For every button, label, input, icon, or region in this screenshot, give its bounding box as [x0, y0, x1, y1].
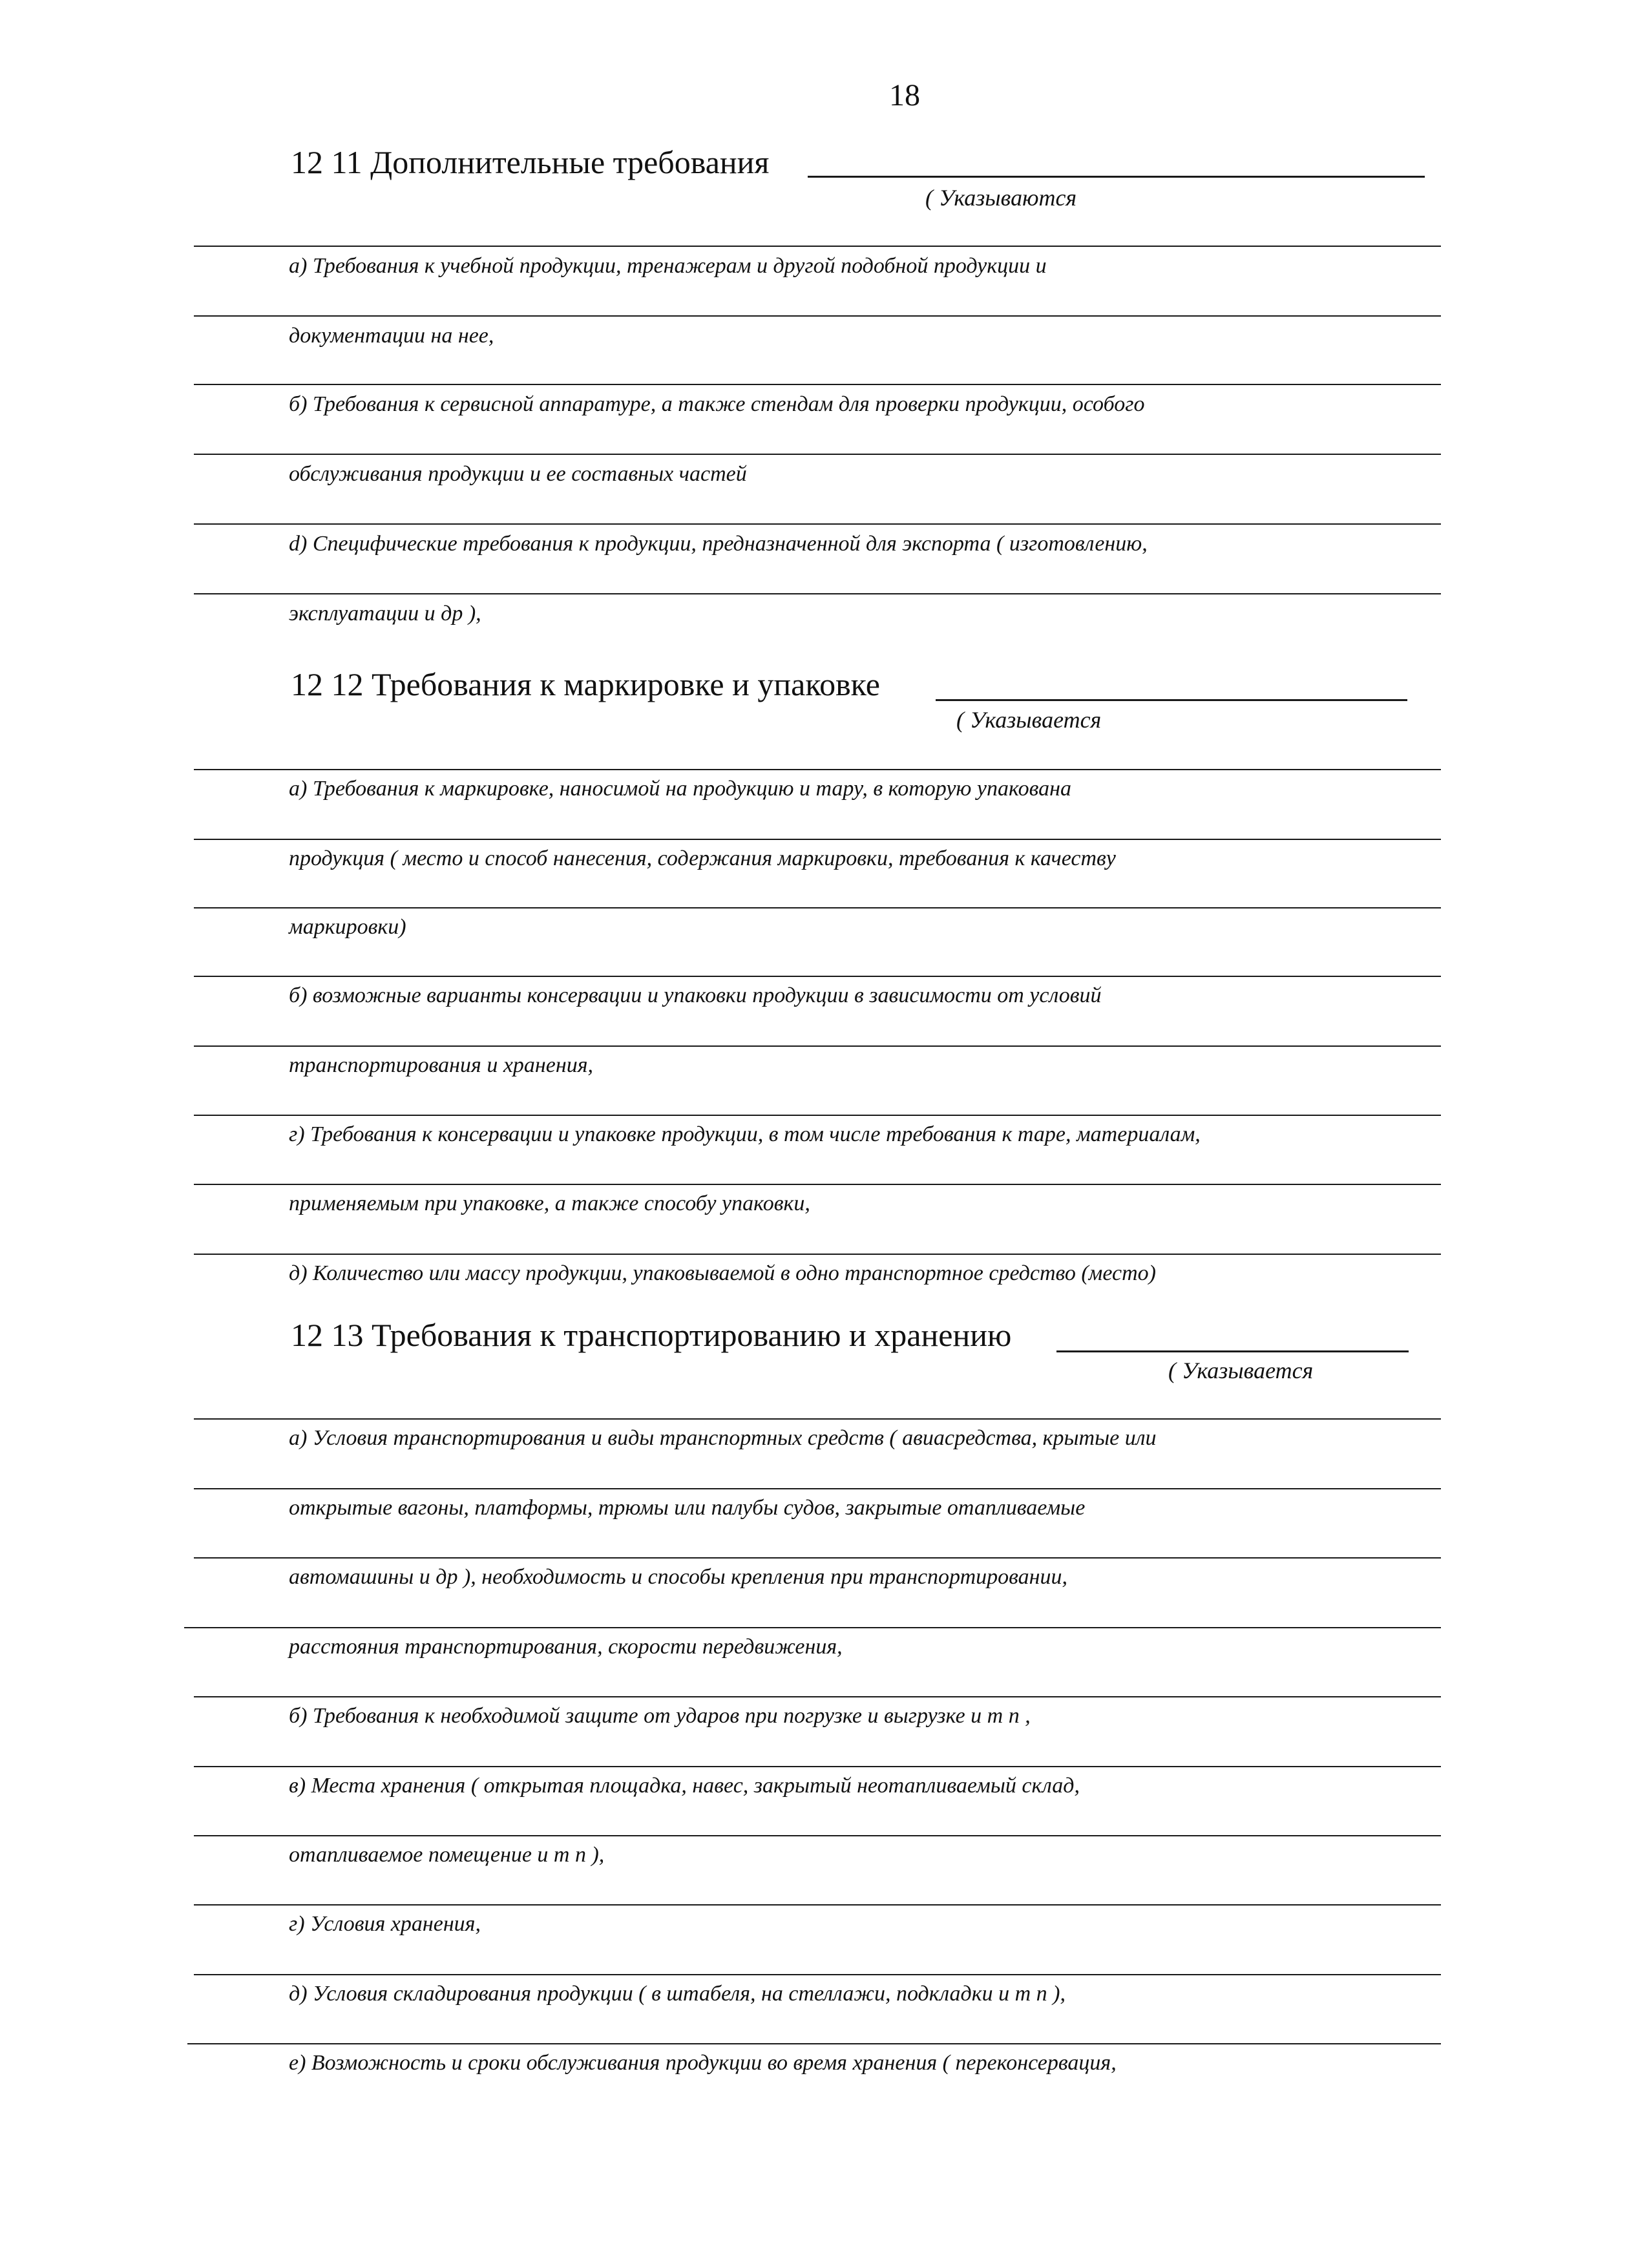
line-text: а) Условия транспортирования и виды транспортных средств ( авиасредства, крытые или — [289, 1426, 1157, 1450]
rule — [194, 1835, 1441, 1836]
line-text: е) Возможность и сроки обслуживания продукции во время хранения ( переконсервация, — [289, 2051, 1117, 2075]
section-hint: ( Указывается — [1168, 1358, 1314, 1383]
rule — [194, 1115, 1441, 1116]
section-heading: 12 12 Требования к маркировке и упаковке — [291, 666, 880, 702]
line-text: продукция ( место и способ нанесения, содержания маркировки, требования к качеству — [289, 846, 1116, 870]
rule — [194, 1488, 1441, 1489]
heading-fill-line — [1056, 1350, 1409, 1352]
rule — [194, 1418, 1441, 1420]
line-text: применяемым при упаковке, а также способу упаковки, — [289, 1192, 810, 1215]
rule — [187, 2043, 1441, 2044]
rule — [194, 769, 1441, 770]
section-hint: ( Указывается — [956, 707, 1102, 733]
line-text: документации на нее, — [289, 324, 494, 348]
line-text: обслуживания продукции и ее составных частей — [289, 462, 747, 486]
rule — [194, 1696, 1441, 1697]
rule — [194, 1904, 1441, 1906]
page-number: 18 — [889, 78, 920, 112]
line-text: б) Требования к сервисной аппаратуре, а также стендам для проверки продукции, особого — [289, 392, 1145, 416]
heading-fill-line — [808, 176, 1425, 178]
rule — [194, 1974, 1441, 1975]
line-text: маркировки) — [289, 915, 406, 939]
rule — [194, 907, 1441, 908]
rule — [194, 1766, 1441, 1767]
section-heading: 12 13 Требования к транспортированию и хранению — [291, 1317, 1012, 1353]
rule — [194, 1184, 1441, 1185]
line-text: б) Требования к необходимой защите от ударов при погрузке и выгрузке и т п , — [289, 1704, 1031, 1728]
line-text: а) Требования к маркировке, наносимой на продукцию и тару, в которую упакована — [289, 777, 1072, 801]
rule — [194, 523, 1441, 525]
rule — [194, 384, 1441, 385]
rule — [194, 315, 1441, 317]
line-text: в) Места хранения ( открытая площадка, навес, закрытый неотапливаемый склад, — [289, 1774, 1080, 1798]
line-text: транспортирования и хранения, — [289, 1053, 594, 1077]
rule — [194, 246, 1441, 247]
heading-fill-line — [936, 699, 1407, 701]
section-hint: ( Указываются — [925, 185, 1077, 211]
rule — [194, 976, 1441, 977]
line-text: открытые вагоны, платформы, трюмы или палубы судов, закрытые отапливаемые — [289, 1496, 1086, 1520]
line-text: расстояния транспортирования, скорости передвижения, — [289, 1635, 843, 1659]
line-text: отапливаемое помещение и т п ), — [289, 1843, 605, 1867]
line-text: б) возможные варианты консервации и упаковки продукции в зависимости от условий — [289, 983, 1102, 1007]
rule — [194, 1045, 1441, 1047]
line-text: д) Условия складирования продукции ( в штабеля, на стеллажи, подкладки и т п ), — [289, 1982, 1066, 2006]
line-text: d) Специфические требования к продукции, предназначенной для экспорта ( изготовлению, — [289, 532, 1148, 556]
line-text: а) Требования к учебной продукции, тренажерам и другой подобной продукции и — [289, 254, 1047, 278]
section-heading: 12 11 Дополнительные требования — [291, 144, 770, 180]
line-text: эксплуатации и др ), — [289, 602, 481, 625]
line-text: автомашины и др ), необходимость и способы крепления при транспортировании, — [289, 1565, 1068, 1589]
rule — [194, 839, 1441, 840]
rule — [184, 1627, 1441, 1628]
line-text: г) Условия хранения, — [289, 1912, 481, 1936]
rule — [194, 1557, 1441, 1559]
line-text: г) Требования к консервации и упаковке продукции, в том числе требования к таре, материалам, — [289, 1122, 1201, 1146]
rule — [194, 593, 1441, 594]
rule — [194, 1254, 1441, 1255]
rule — [194, 454, 1441, 455]
line-text: д) Количество или массу продукции, упаковываемой в одно транспортное средство (место) — [289, 1261, 1156, 1285]
